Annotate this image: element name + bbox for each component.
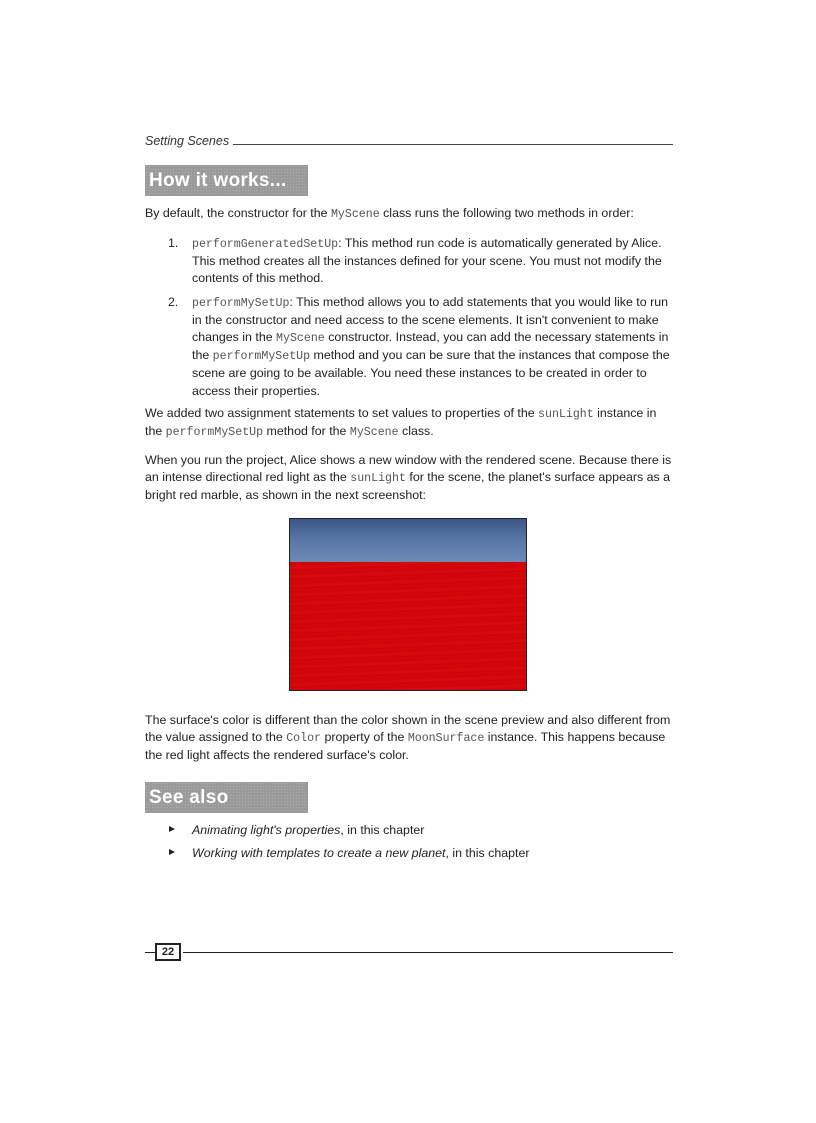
code-sunlight: sunLight bbox=[350, 472, 406, 486]
see-also-list bbox=[145, 822, 673, 868]
running-header-title: Setting Scenes bbox=[145, 134, 230, 148]
page-number: 22 bbox=[155, 943, 181, 961]
assignment-paragraph bbox=[145, 405, 673, 441]
section-heading-see-also: See also bbox=[145, 782, 308, 813]
text: By default, the constructor for the bbox=[145, 206, 331, 220]
intro-paragraph bbox=[145, 205, 673, 223]
methods-list bbox=[145, 235, 673, 406]
scene-red-surface bbox=[290, 562, 526, 690]
text: The surface's color is different than the color shown in the scene preview and also different from the value assigned to the bbox=[145, 713, 671, 745]
list-item-text: : This method allows you to add statements that you would like to run in the constructor and need access to the scene elements. It isn't convenient to make changes in the bbox=[192, 294, 668, 345]
see-also-suffix: , in this chapter bbox=[445, 846, 530, 861]
bullet-icon bbox=[169, 826, 175, 832]
rendered-scene-screenshot bbox=[289, 518, 527, 691]
text: We added two assignment statements to set values to properties of the bbox=[145, 406, 539, 420]
text: class. bbox=[398, 424, 434, 439]
list-item-text: constructor. Instead, you can add the necessary statements in the bbox=[192, 330, 669, 363]
see-also-item[interactable] bbox=[145, 822, 673, 839]
code-myscene: MyScene bbox=[276, 332, 325, 346]
page-footer bbox=[145, 942, 673, 964]
code-myscene: MyScene bbox=[330, 208, 380, 221]
list-number: 1. bbox=[168, 236, 179, 250]
list-item bbox=[145, 235, 673, 288]
header-rule bbox=[233, 144, 673, 145]
see-also-item[interactable] bbox=[145, 845, 673, 862]
list-item-text: : This method run code is automatically generated by Alice. This method creates all the instances defined for your scene. You must not modify the contents of this method. bbox=[192, 236, 662, 286]
footer-rule-left bbox=[145, 952, 155, 953]
scene-sky bbox=[290, 519, 526, 562]
text: for the scene, the planet's surface appears as a bright red marble, as shown in the next screenshot: bbox=[145, 470, 671, 503]
list-number: 2. bbox=[168, 294, 179, 309]
text: class runs the following two methods in order: bbox=[379, 206, 634, 220]
text: method for the bbox=[263, 424, 350, 439]
section-heading-how-it-works: How it works... bbox=[145, 165, 308, 196]
list-item bbox=[145, 294, 673, 400]
footer-rule-right bbox=[183, 952, 673, 953]
see-also-link[interactable]: Animating light's properties bbox=[192, 823, 341, 837]
code-performmysetup: performMySetUp bbox=[165, 426, 264, 440]
see-also-link[interactable]: Working with templates to create a new planet bbox=[192, 846, 446, 861]
list-item-text: method and you can be sure that the instances that compose the scene are going to be available. You need these instances to be created in order to access their properties. bbox=[192, 348, 670, 398]
text: When you run the project, Alice shows a new window with the rendered scene. Because there is an intense directional red light as the bbox=[145, 453, 672, 485]
text: instance. This happens because the red light affects the rendered surface's color. bbox=[145, 730, 666, 763]
text: instance in the bbox=[145, 406, 657, 439]
code-sunlight: sunLight bbox=[538, 408, 594, 421]
code-moonsurface: MoonSurface bbox=[407, 732, 485, 746]
code-performmysetup: performMySetUp bbox=[192, 296, 290, 310]
running-header bbox=[145, 134, 673, 152]
surface-color-paragraph bbox=[145, 712, 673, 765]
bullet-icon bbox=[169, 849, 175, 855]
run-project-paragraph bbox=[145, 452, 673, 505]
code-myscene: MyScene bbox=[349, 426, 399, 440]
text: property of the bbox=[321, 730, 408, 745]
code-performmysetup: performMySetUp bbox=[212, 350, 311, 364]
code-color: Color bbox=[286, 732, 322, 746]
code-performgeneratedsetup: performGeneratedSetUp bbox=[192, 238, 339, 251]
see-also-suffix: , in this chapter bbox=[340, 823, 425, 837]
